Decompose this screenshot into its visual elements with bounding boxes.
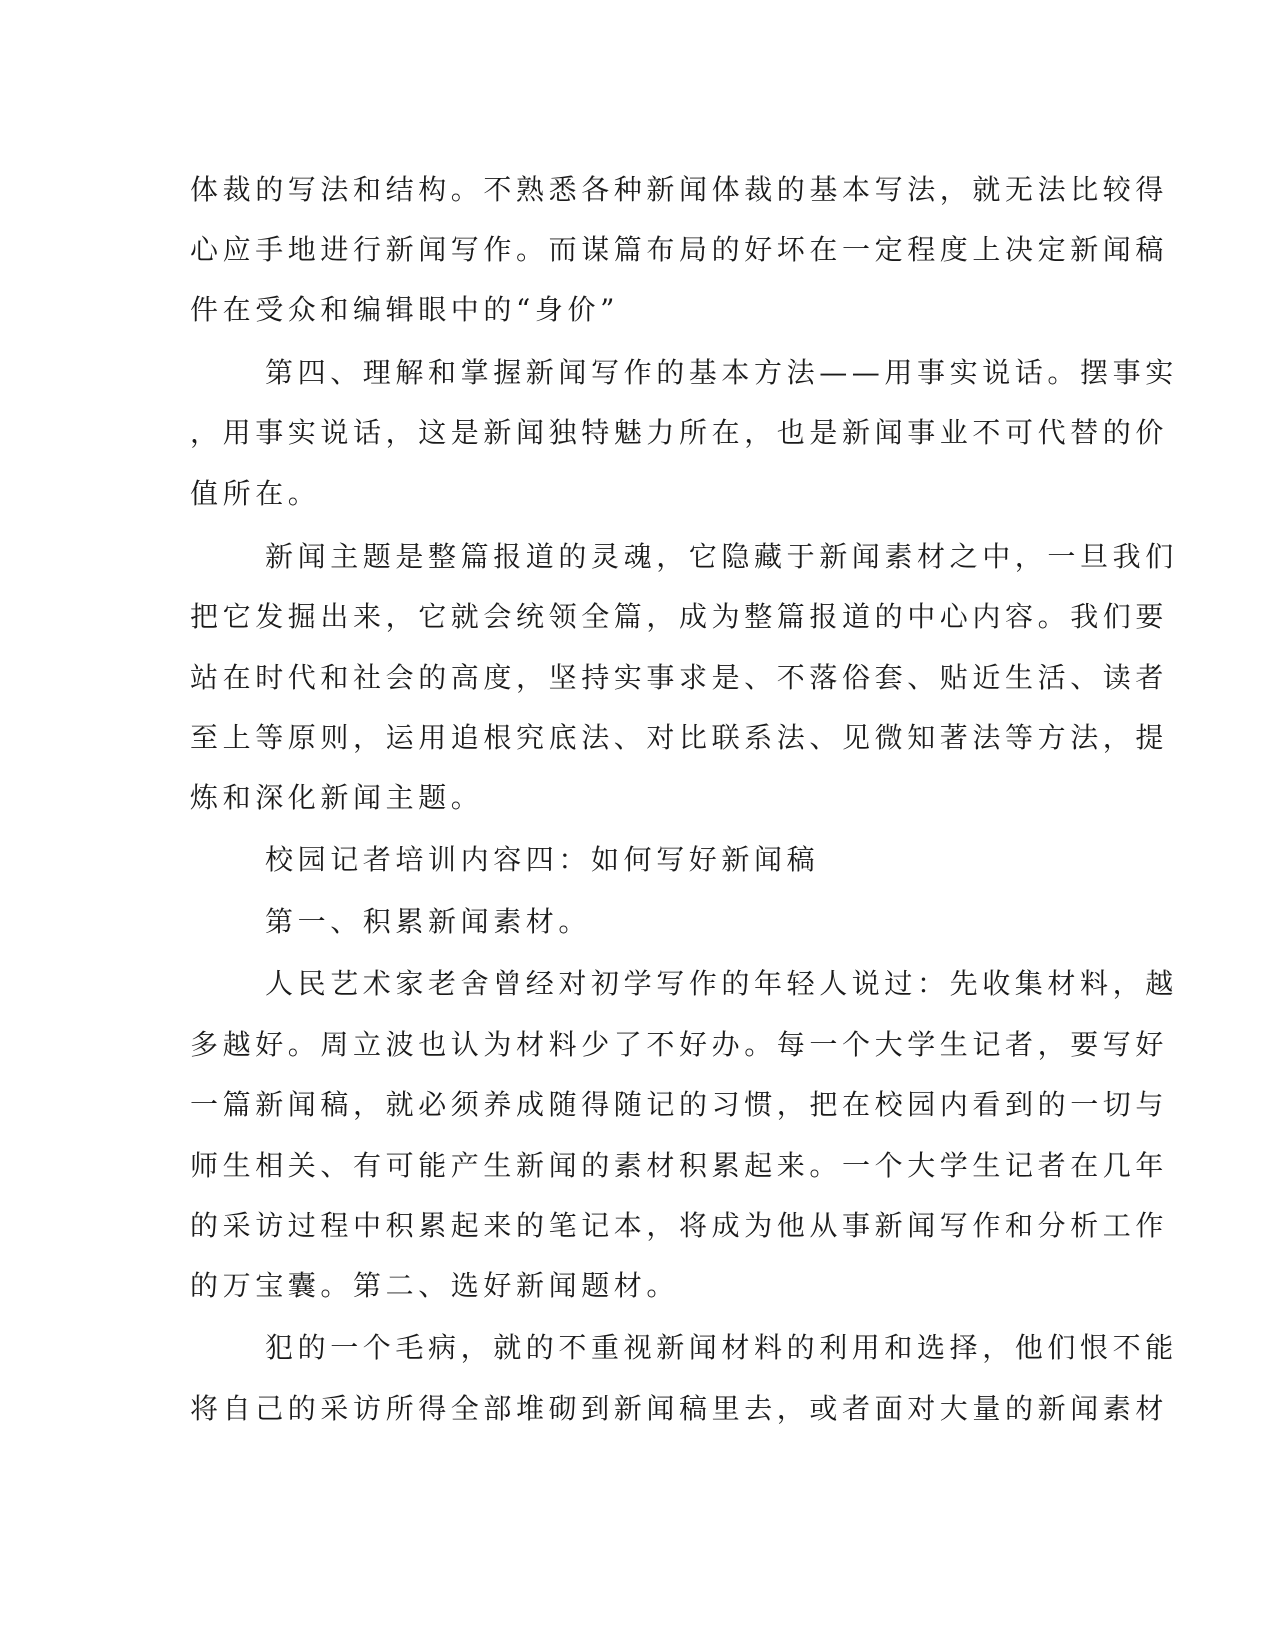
paragraph-first-line: 犯的一个毛病，就的不重视新闻材料的利用和选择，他们恨不能 (265, 1331, 1178, 1364)
text-line: 师生相关、有可能产生新闻的素材积累起来。一个大学生记者在几年 (190, 1149, 1169, 1182)
text-line: 把它发掘出来，它就会统领全篇，成为整篇报道的中心内容。我们要 (190, 600, 1169, 633)
paragraph-first-line: 人民艺术家老舍曾经对初学写作的年轻人说过：先收集材料，越 (265, 967, 1178, 1000)
text-line: 值所在。 (190, 477, 321, 510)
text-line: 将自己的采访所得全部堆砌到新闻稿里去，或者面对大量的新闻素材 (190, 1392, 1169, 1425)
text-line: 的采访过程中积累起来的笔记本，将成为他从事新闻写作和分析工作 (190, 1209, 1169, 1242)
text-line: 炼和深化新闻主题。 (190, 781, 484, 814)
text-line: 多越好。周立波也认为材料少了不好办。每一个大学生记者，要写好 (190, 1028, 1169, 1061)
section-heading: 校园记者培训内容四：如何写好新闻稿 (265, 843, 820, 876)
text-line: 站在时代和社会的高度，坚持实事求是、不落俗套、贴近生活、读者 (190, 661, 1169, 694)
text-line: 心应手地进行新闻写作。而谋篇布局的好坏在一定程度上决定新闻稿 (190, 233, 1169, 266)
text-line: 至上等原则，运用追根究底法、对比联系法、见微知著法等方法，提 (190, 721, 1169, 754)
subsection-heading: 第一、积累新闻素材。 (265, 905, 592, 938)
paragraph-first-line: 新闻主题是整篇报道的灵魂，它隐藏于新闻素材之中，一旦我们 (265, 540, 1178, 573)
text-line: 的万宝囊。第二、选好新闻题材。 (190, 1269, 680, 1302)
text-line: 体裁的写法和结构。不熟悉各种新闻体裁的基本写法，就无法比较得 (190, 173, 1169, 206)
text-line: ，用事实说话，这是新闻独特魅力所在，也是新闻事业不可代替的价 (190, 416, 1169, 449)
paragraph-first-line: 第四、理解和掌握新闻写作的基本方法——用事实说话。摆事实 (265, 356, 1178, 389)
text-line: 件在受众和编辑眼中的“身价” (190, 293, 620, 326)
text-line: 一篇新闻稿，就必须养成随得随记的习惯，把在校园内看到的一切与 (190, 1088, 1169, 1121)
